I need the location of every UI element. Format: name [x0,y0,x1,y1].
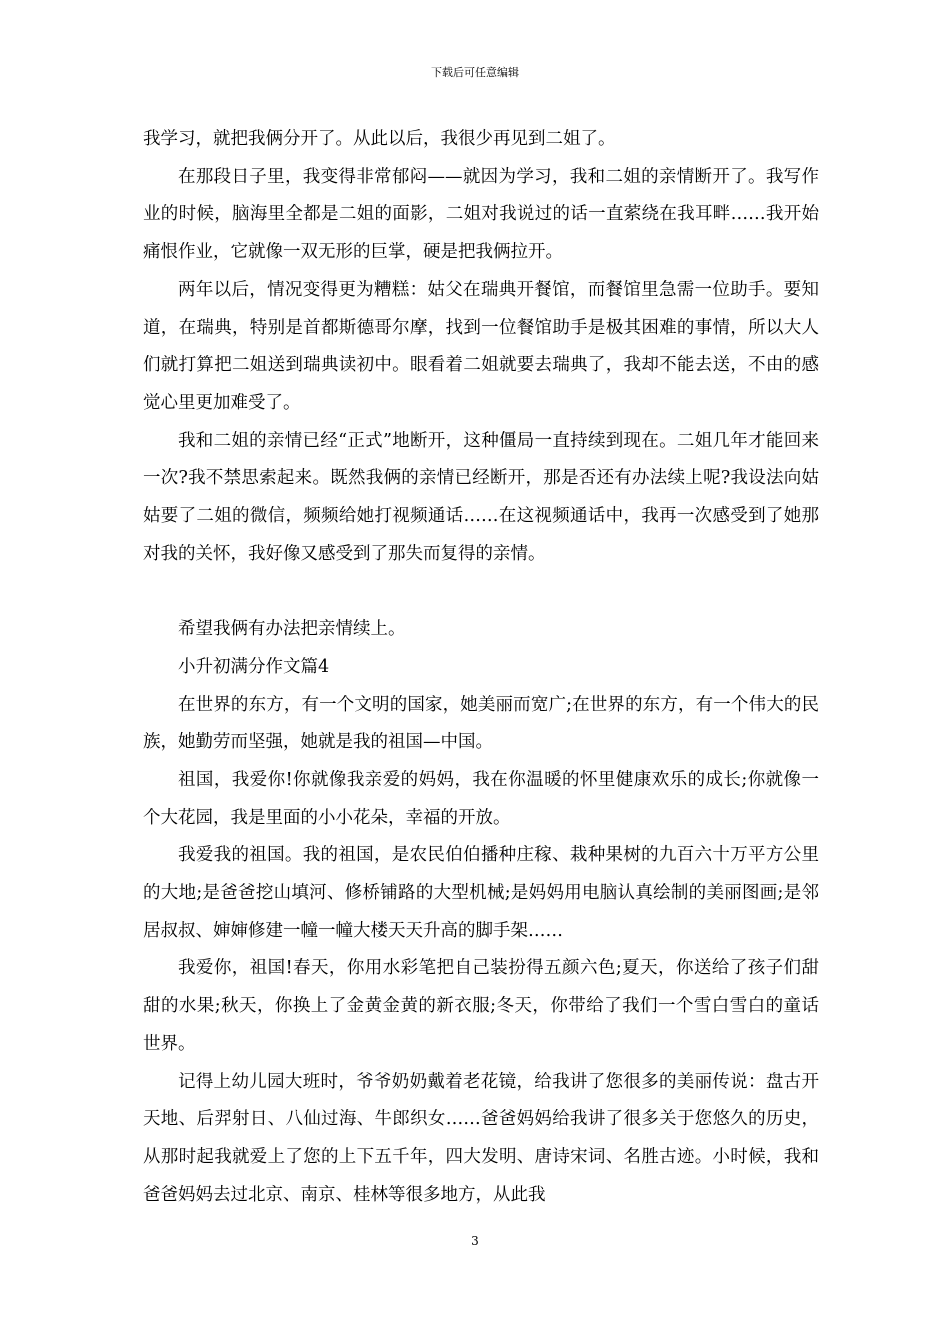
paragraph: 在世界的东方，有一个文明的国家，她美丽而宽广;在世界的东方，有一个伟大的民族，她勤劳而坚强，她就是我的祖国—中国。 [143,694,819,753]
document-body [143,121,819,1214]
page-number: 3 [471,1234,479,1248]
paragraph-continuation: 我学习，就把我俩分开了。从此以后，我很少再见到二姐了。 [143,129,616,149]
paragraph: 我爱你，祖国!春天，你用水彩笔把自己装扮得五颜六色;夏天，你送给了孩子们甜甜的水果;秋天，你换上了金黄金黄的新衣服;冬天，你带给了我们一个雪白雪白的童话世界。 [143,958,819,1054]
paragraph: 我和二姐的亲情已经“正式”地断开，这种僵局一直持续到现在。二姐几年才能回来一次?我不禁思索起来。既然我俩的亲情已经断开，那是否还有办法续上呢?我设法向姑姑要了二姐的微信，频频给她打视频通话……在这视频通话中，我再一次感受到了她那对我的关怀，我好像又感受到了那失而复得的亲情。 [143,430,819,564]
page-header: 下载后可任意编辑 [431,66,519,79]
paragraph: 记得上幼儿园大班时，爷爷奶奶戴着老花镜，给我讲了您很多的美丽传说：盘古开天地、后羿射日、八仙过海、牛郎织女……爸爸妈妈给我讲了很多关于您悠久的历史，从那时起我就爱上了您的上下五千年，四大发明、唐诗宋词、名胜古迹。小时候，我和爸爸妈妈去过北京、南京、桂林等很多地方，从此我 [143,1071,819,1205]
paragraph: 希望我俩有办法把亲情续上。 [178,619,406,640]
paragraph: 祖国，我爱你!你就像我亲爱的妈妈，我在你温暖的怀里健康欢乐的成长;你就像一个大花园，我是里面的小小花朵，幸福的开放。 [143,769,819,828]
paragraph: 两年以后，情况变得更为糟糕：姑父在瑞典开餐馆，而餐馆里急需一位助手。要知道，在瑞典，特别是首都斯德哥尔摩，找到一位餐馆助手是极其困难的事情，所以大人们就打算把二姐送到瑞典读初中。眼看着二姐就要去瑞典了，我却不能去送，不由的感觉心里更加难受了。 [143,279,819,413]
section-title: 小升初满分作文篇4 [178,656,330,677]
paragraph: 我爱我的祖国。我的祖国，是农民伯伯播种庄稼、栽种果树的九百六十万平方公里的大地;是爸爸挖山填河、修桥铺路的大型机械;是妈妈用电脑认真绘制的美丽图画;是邻居叔叔、婶婶修建一幢一幢大楼天天升高的脚手架…… [143,845,819,941]
paragraph: 在那段日子里，我变得非常郁闷——就因为学习，我和二姐的亲情断开了。我写作业的时候，脑海里全都是二姐的面影，二姐对我说过的话一直萦绕在我耳畔……我开始痛恨作业，它就像一双无形的巨掌，硬是把我俩拉开。 [143,166,819,263]
